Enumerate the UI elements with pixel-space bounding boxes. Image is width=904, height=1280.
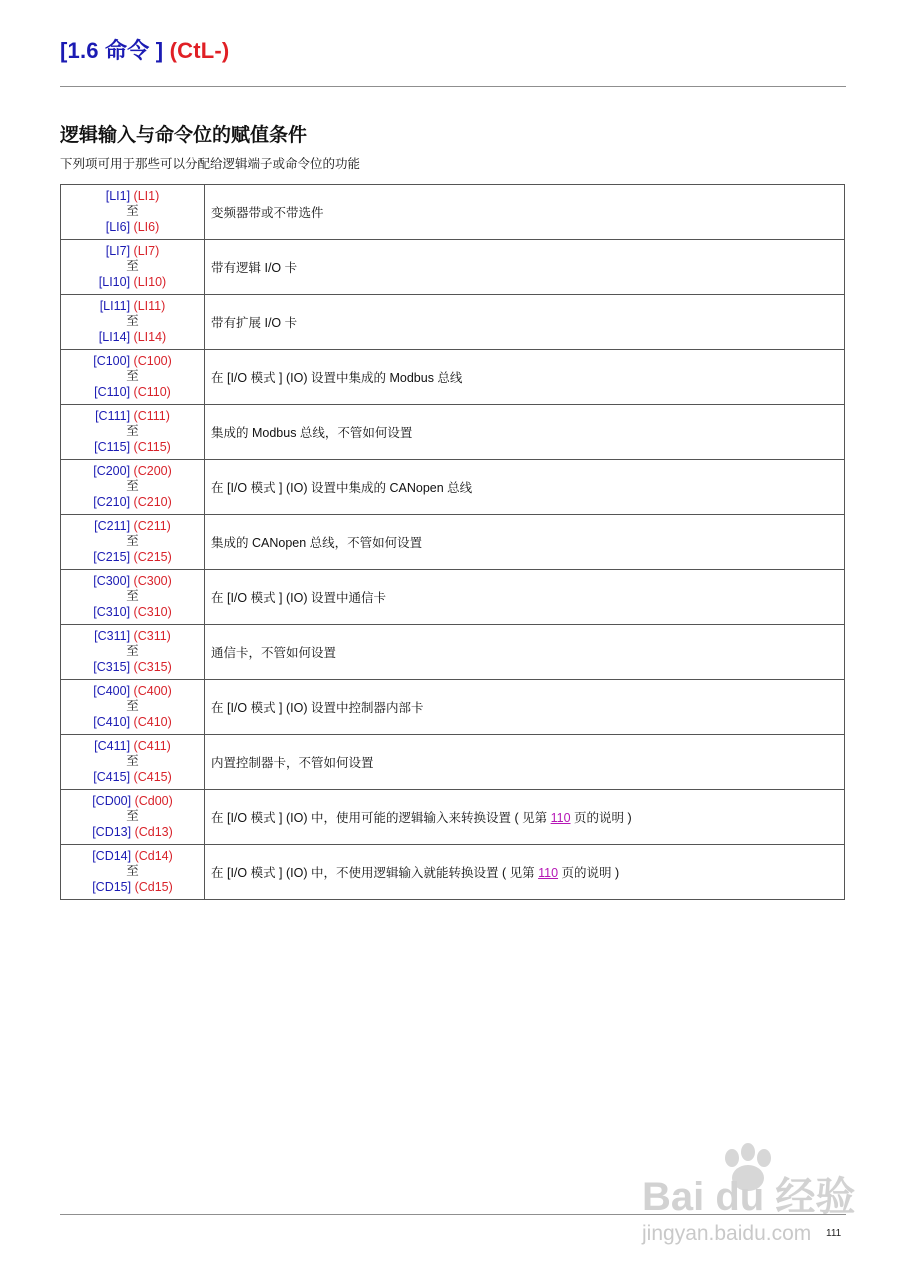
from-parameter-name: [C400] [93, 683, 131, 698]
from-parameter-name: [C100] [93, 353, 131, 368]
from-parameter-code: (C311) [133, 628, 171, 643]
description-cell: 带有逻辑 I/O 卡 [205, 240, 845, 295]
range-to-word: 至 [126, 864, 139, 879]
to-parameter-code: (C310) [133, 604, 172, 619]
range-cell [61, 350, 205, 405]
assignment-table [60, 184, 845, 900]
menu-code: (CtL-) [169, 38, 230, 63]
from-parameter-code: (C300) [133, 573, 172, 588]
range-to-word: 至 [126, 369, 139, 384]
to-parameter-name: [C210] [93, 494, 131, 509]
from-parameter-code: (LI7) [133, 243, 160, 258]
range-cell [61, 680, 205, 735]
menu-name: [1.6 命令 ] [60, 38, 164, 63]
range-cell [61, 570, 205, 625]
to-parameter-name: [C110] [94, 384, 131, 399]
description-text: 在 [I/O 模式 ] (IO) 中，使用可能的逻辑输入来转换设置 ( 见第 [211, 811, 551, 825]
to-parameter-code: (C415) [133, 769, 172, 784]
range-cell [61, 405, 205, 460]
range-cell [61, 790, 205, 845]
from-parameter-name: [CD00] [92, 793, 132, 808]
table-row [61, 295, 845, 350]
from-parameter-name: [LI1] [105, 188, 131, 203]
range-cell [61, 735, 205, 790]
table-row [61, 845, 845, 900]
to-parameter-name: [CD15] [92, 879, 132, 894]
description-text: 在 [I/O 模式 ] (IO) 中，不使用逻辑输入就能转换设置 ( 见第 [211, 866, 539, 880]
description-cell: 带有扩展 I/O 卡 [205, 295, 845, 350]
table-row [61, 460, 845, 515]
from-parameter-code: (C100) [133, 353, 172, 368]
to-parameter-name: [C215] [93, 549, 131, 564]
range-cell [61, 845, 205, 900]
to-parameter-name: [LI6] [105, 219, 131, 234]
page-reference-link[interactable]: 110 [550, 811, 571, 825]
description-cell: 在 [I/O 模式 ] (IO) 设置中控制器内部卡 [205, 680, 845, 735]
to-parameter-name: [C115] [94, 439, 131, 454]
description-text-end: 页的说明 ) [570, 811, 632, 825]
range-to-word: 至 [126, 754, 139, 769]
description-cell: 集成的 CANopen 总线，不管如何设置 [205, 515, 845, 570]
watermark-url: jingyan.baidu.com [642, 1222, 812, 1245]
from-parameter-code: (LI11) [133, 298, 166, 313]
to-parameter-code: (C215) [133, 549, 172, 564]
description-cell: 内置控制器卡，不管如何设置 [205, 735, 845, 790]
range-cell [61, 625, 205, 680]
description-cell: 变频器带或不带选件 [205, 185, 845, 240]
to-parameter-name: [LI14] [98, 329, 131, 344]
description-cell: 通信卡，不管如何设置 [205, 625, 845, 680]
to-parameter-code: (C315) [133, 659, 172, 674]
description-cell: 在 [I/O 模式 ] (IO) 设置中集成的 CANopen 总线 [205, 460, 845, 515]
footer-divider [60, 1214, 846, 1215]
to-parameter-code: (Cd13) [134, 824, 173, 839]
page-title [60, 34, 229, 65]
table-row [61, 680, 845, 735]
table-row [61, 735, 845, 790]
from-parameter-code: (Cd14) [134, 848, 173, 863]
to-parameter-code: (LI10) [133, 274, 167, 289]
range-to-word: 至 [126, 589, 139, 604]
table-row [61, 625, 845, 680]
to-parameter-name: [CD13] [92, 824, 132, 839]
from-parameter-name: [C200] [93, 463, 131, 478]
header-divider [60, 86, 846, 87]
to-parameter-code: (C210) [133, 494, 172, 509]
from-parameter-code: (C200) [133, 463, 172, 478]
description-cell: 集成的 Modbus 总线，不管如何设置 [205, 405, 845, 460]
from-parameter-name: [LI7] [105, 243, 131, 258]
to-parameter-code: (C410) [133, 714, 172, 729]
table-row [61, 405, 845, 460]
range-to-word: 至 [126, 424, 139, 439]
range-to-word: 至 [126, 699, 139, 714]
to-parameter-name: [C415] [93, 769, 131, 784]
table-row [61, 570, 845, 625]
from-parameter-name: [C411] [94, 738, 131, 753]
from-parameter-name: [C211] [94, 518, 131, 533]
from-parameter-name: [LI11] [99, 298, 131, 313]
to-parameter-name: [C410] [93, 714, 131, 729]
range-cell [61, 460, 205, 515]
from-parameter-name: [C111] [95, 408, 131, 423]
range-to-word: 至 [126, 314, 139, 329]
to-parameter-code: (C115) [133, 439, 171, 454]
to-parameter-code: (LI14) [133, 329, 167, 344]
description-cell [205, 845, 845, 900]
range-to-word: 至 [126, 534, 139, 549]
from-parameter-code: (C111) [133, 408, 170, 423]
table-row [61, 350, 845, 405]
from-parameter-code: (LI1) [133, 188, 160, 203]
range-to-word: 至 [126, 259, 139, 274]
table-row [61, 790, 845, 845]
range-cell [61, 240, 205, 295]
range-to-word: 至 [126, 204, 139, 219]
section-intro: 下列项可用于那些可以分配给逻辑端子或命令位的功能 [60, 157, 361, 171]
range-cell [61, 515, 205, 570]
from-parameter-code: (Cd00) [134, 793, 173, 808]
description-cell [205, 790, 845, 845]
from-parameter-code: (C411) [133, 738, 171, 753]
to-parameter-name: [LI10] [98, 274, 131, 289]
from-parameter-code: (C211) [133, 518, 171, 533]
table-row [61, 240, 845, 295]
to-parameter-code: (Cd15) [134, 879, 173, 894]
baidu-jingyan-watermark [628, 1140, 858, 1250]
range-to-word: 至 [126, 809, 139, 824]
watermark-logo-text: Bai du 经验 [642, 1175, 856, 1219]
description-cell: 在 [I/O 模式 ] (IO) 设置中集成的 Modbus 总线 [205, 350, 845, 405]
to-parameter-name: [C310] [93, 604, 131, 619]
description-text-end: 页的说明 ) [558, 866, 620, 880]
from-parameter-name: [C300] [93, 573, 131, 588]
range-to-word: 至 [126, 644, 139, 659]
section-heading: 逻辑输入与命令位的赋值条件 [60, 125, 308, 146]
range-cell [61, 295, 205, 350]
range-cell [61, 185, 205, 240]
table-row [61, 515, 845, 570]
table-row [61, 185, 845, 240]
to-parameter-name: [C315] [93, 659, 131, 674]
page-reference-link[interactable]: 110 [538, 866, 559, 880]
description-cell: 在 [I/O 模式 ] (IO) 设置中通信卡 [205, 570, 845, 625]
from-parameter-name: [CD14] [92, 848, 132, 863]
range-to-word: 至 [126, 479, 139, 494]
from-parameter-name: [C311] [94, 628, 131, 643]
from-parameter-code: (C400) [133, 683, 172, 698]
page-number: 111 [826, 1228, 842, 1239]
to-parameter-code: (LI6) [133, 219, 160, 234]
to-parameter-code: (C110) [133, 384, 171, 399]
